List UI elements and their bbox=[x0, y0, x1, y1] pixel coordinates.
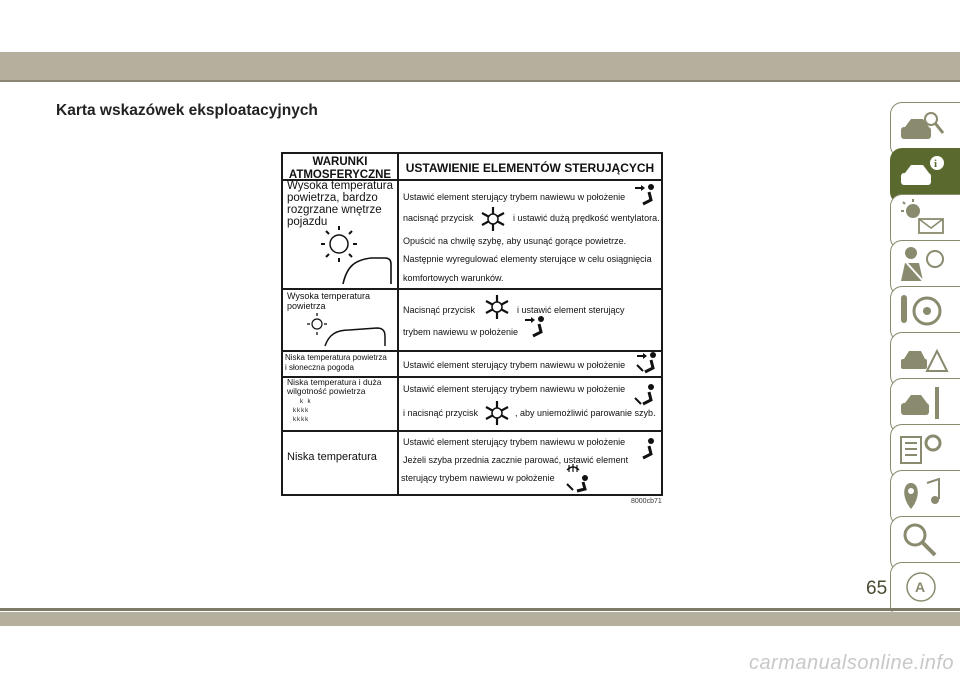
mode-face-icon bbox=[523, 314, 549, 340]
instruction-text: Ustawić element sterujący trybem nawiewu w położenie bbox=[403, 437, 626, 447]
operating-tips-table bbox=[281, 152, 663, 496]
mode-floor-defrost-icon bbox=[633, 382, 659, 408]
instruction-text: komfortowych warunków. bbox=[403, 273, 504, 283]
page-number: 65 bbox=[866, 578, 888, 599]
svg-text:i: i bbox=[934, 158, 938, 170]
instruction-text: Opuścić na chwilę szybę, aby usunąć gorące powietrze. bbox=[403, 236, 627, 246]
row-divider bbox=[283, 350, 661, 352]
top-band bbox=[0, 52, 960, 80]
mode-bilevel-icon bbox=[635, 351, 661, 375]
top-divider bbox=[0, 80, 960, 82]
raindrops-icon: ᵏ ᵏ ᵏᵏᵏᵏ ᵏᵏᵏᵏ bbox=[293, 397, 312, 425]
svg-text:A: A bbox=[915, 579, 926, 595]
seatbelt-airbag-icon bbox=[897, 245, 947, 285]
car-info-icon bbox=[897, 153, 947, 193]
mode-floor-icon bbox=[633, 436, 659, 464]
watermark: carmanualsonline.info bbox=[748, 652, 954, 674]
instruction-text: Ustawić element sterujący trybem nawiewu w położenie bbox=[403, 360, 626, 370]
instruction-text: i ustawić dużą prędkość wentylatora. bbox=[513, 213, 660, 223]
instruction-text: Jeżeli szyba przednia zacznie parować, ustawić element bbox=[403, 455, 629, 465]
condition-hot-interior: Wysoka temperatura powietrza, bardzo rozgrzane wnętrze pojazdu bbox=[287, 180, 393, 228]
instruction-text: sterujący trybem nawiewu w położenie bbox=[401, 473, 555, 483]
sun-car-icon bbox=[307, 310, 391, 348]
page-title: Karta wskazówek eksploatacyjnych bbox=[56, 102, 318, 119]
car-warning-triangle-icon bbox=[897, 337, 947, 377]
column-divider bbox=[397, 154, 399, 494]
instruction-text: , aby uniemożliwić parowanie szyb. bbox=[515, 408, 656, 418]
header-settings: USTAWIENIE ELEMENTÓW STERUJĄCYCH bbox=[405, 161, 655, 175]
row-divider bbox=[283, 288, 661, 290]
sun-car-icon bbox=[313, 224, 393, 286]
header-conditions: WARUNKI ATMOSFERYCZNE bbox=[288, 156, 392, 181]
instruction-text: Nacisnąć przycisk bbox=[403, 305, 476, 315]
ac-snowflake-icon bbox=[483, 294, 511, 320]
car-tools-icon bbox=[897, 383, 947, 423]
search-index-icon bbox=[897, 521, 947, 561]
navigation-music-icon bbox=[897, 475, 947, 515]
specs-gear-icon bbox=[897, 429, 947, 469]
bottom-band bbox=[0, 612, 960, 626]
instruction-text: nacisnąć przycisk bbox=[403, 213, 474, 223]
mode-face-icon bbox=[633, 182, 659, 208]
instruction-text: Ustawić element sterujący trybem nawiewu w położenie bbox=[403, 384, 626, 394]
condition-high-temp: Wysoka temperatura powietrza bbox=[287, 291, 370, 311]
car-magnifier-icon bbox=[897, 107, 947, 147]
instruction-text: Ustawić element sterujący trybem nawiewu w położenie bbox=[403, 192, 626, 202]
instruction-text: trybem nawiewu w położenie bbox=[403, 327, 519, 337]
warning-light-envelope-icon bbox=[897, 199, 947, 239]
ac-snowflake-icon bbox=[479, 206, 507, 232]
alphabet-index-icon bbox=[897, 567, 947, 607]
row-divider bbox=[283, 430, 661, 432]
figure-reference: 8000cb71 bbox=[631, 498, 662, 505]
bottom-divider bbox=[0, 608, 960, 611]
mode-defrost-floor-icon bbox=[563, 462, 593, 492]
instruction-text: Następnie wyregulować elementy sterujące w celu osiągnięcia bbox=[403, 254, 652, 264]
condition-low-temp: Niska temperatura bbox=[287, 451, 377, 463]
instruction-text: i nacisnąć przycisk bbox=[403, 408, 479, 418]
condition-cold-sunny: Niska temperatura powietrza i słoneczna pogoda bbox=[285, 353, 387, 372]
steering-wheel-icon bbox=[897, 291, 947, 331]
instruction-text: i ustawić element sterujący bbox=[517, 305, 625, 315]
condition-cold-humid: Niska temperatura i duża wilgotność powietrza bbox=[287, 377, 382, 396]
ac-snowflake-icon bbox=[483, 400, 511, 426]
